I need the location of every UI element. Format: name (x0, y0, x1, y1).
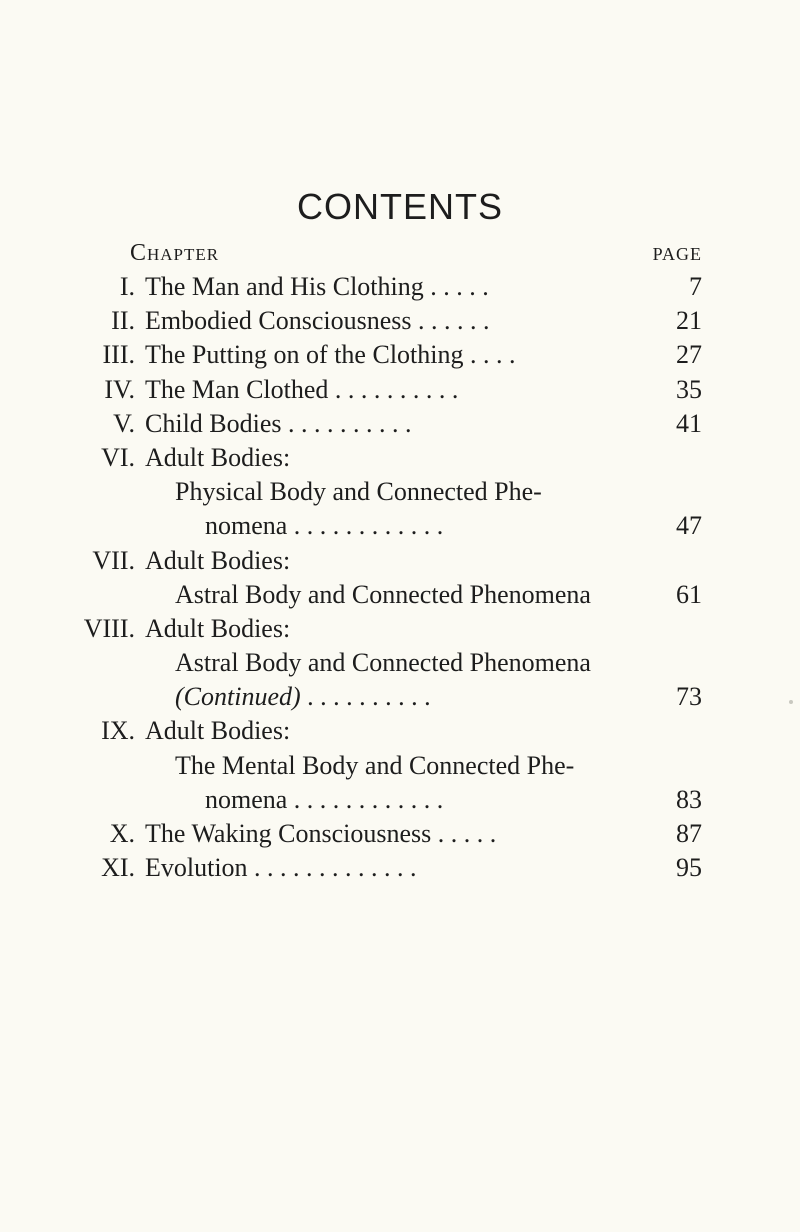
chapter-title: The Man Clothed . . . . . . . . . . (145, 374, 459, 404)
page-number: 47 (676, 511, 702, 541)
page-number: 83 (676, 784, 702, 814)
toc-entry-continuation (0, 475, 800, 509)
continued-label: (Continued) (175, 682, 301, 712)
toc-entry (0, 544, 800, 578)
table-of-contents (0, 270, 800, 885)
page-number: 35 (676, 374, 702, 404)
toc-entry (0, 338, 800, 372)
page-number: 87 (676, 819, 702, 848)
chapter-subtitle: Astral Body and Connected Phenomena (175, 648, 591, 678)
toc-entry (0, 441, 800, 475)
chapter-number: II. (111, 306, 135, 336)
toc-entry-continuation (0, 578, 800, 612)
chapter-number: X. (109, 819, 135, 848)
toc-entry-continuation (0, 783, 800, 817)
chapter-number: IV. (104, 374, 135, 404)
toc-entry (0, 612, 800, 646)
chapter-number: VII. (92, 545, 135, 575)
page-number: 41 (676, 408, 702, 438)
toc-entry (0, 407, 800, 441)
toc-entry-continuation (0, 646, 800, 680)
chapter-title: Adult Bodies: (145, 545, 291, 575)
page-number: 21 (676, 306, 702, 336)
chapter-subtitle: Physical Body and Connected Phe- (175, 477, 542, 507)
chapter-title: Adult Bodies: (145, 442, 291, 472)
toc-entry (0, 373, 800, 407)
page-number: 27 (676, 340, 702, 370)
toc-entry (0, 304, 800, 338)
chapter-subtitle: Astral Body and Connected Phenomena (175, 579, 591, 609)
chapter-title: Adult Bodies: (145, 716, 291, 746)
toc-entry-continuation (0, 749, 800, 783)
toc-entry (0, 817, 800, 851)
chapter-number: XI. (101, 853, 135, 883)
toc-entry-continuation (0, 680, 800, 714)
toc-entry (0, 714, 800, 748)
dot-leader: . . . . . . . . . . (300, 682, 431, 712)
page-number: 73 (676, 682, 702, 712)
chapter-number: III. (102, 340, 135, 370)
chapter-number: VI. (101, 442, 135, 472)
page-number: 7 (689, 272, 702, 301)
chapter-column-header: Chapter (130, 240, 220, 266)
chapter-number: V. (113, 408, 135, 438)
chapter-number: I. (119, 272, 135, 301)
chapter-number: VIII. (83, 613, 135, 643)
print-speck (789, 700, 793, 704)
chapter-number: IX. (101, 716, 135, 746)
toc-entry (0, 851, 800, 885)
chapter-title: Child Bodies . . . . . . . . . . (145, 408, 412, 438)
chapter-subtitle: nomena . . . . . . . . . . . . (205, 784, 444, 814)
page-number: 95 (676, 853, 702, 883)
chapter-title: Embodied Consciousness . . . . . . (145, 306, 490, 336)
page-title: CONTENTS (297, 186, 503, 227)
chapter-subtitle (175, 680, 431, 714)
chapter-title: The Putting on of the Clothing . . . . (145, 340, 516, 370)
page-number: 61 (676, 579, 702, 609)
chapter-title: The Waking Consciousness . . . . . (145, 819, 497, 848)
chapter-title: Adult Bodies: (145, 613, 291, 643)
chapter-subtitle: nomena . . . . . . . . . . . . (205, 511, 444, 541)
chapter-title: The Man and His Clothing . . . . . (145, 272, 489, 301)
toc-entry-continuation (0, 509, 800, 543)
chapter-title: Evolution . . . . . . . . . . . . . (145, 853, 417, 883)
toc-entry (0, 270, 800, 304)
chapter-subtitle: The Mental Body and Connected Phe- (175, 750, 575, 780)
page-column-header: PAGE (652, 244, 702, 264)
